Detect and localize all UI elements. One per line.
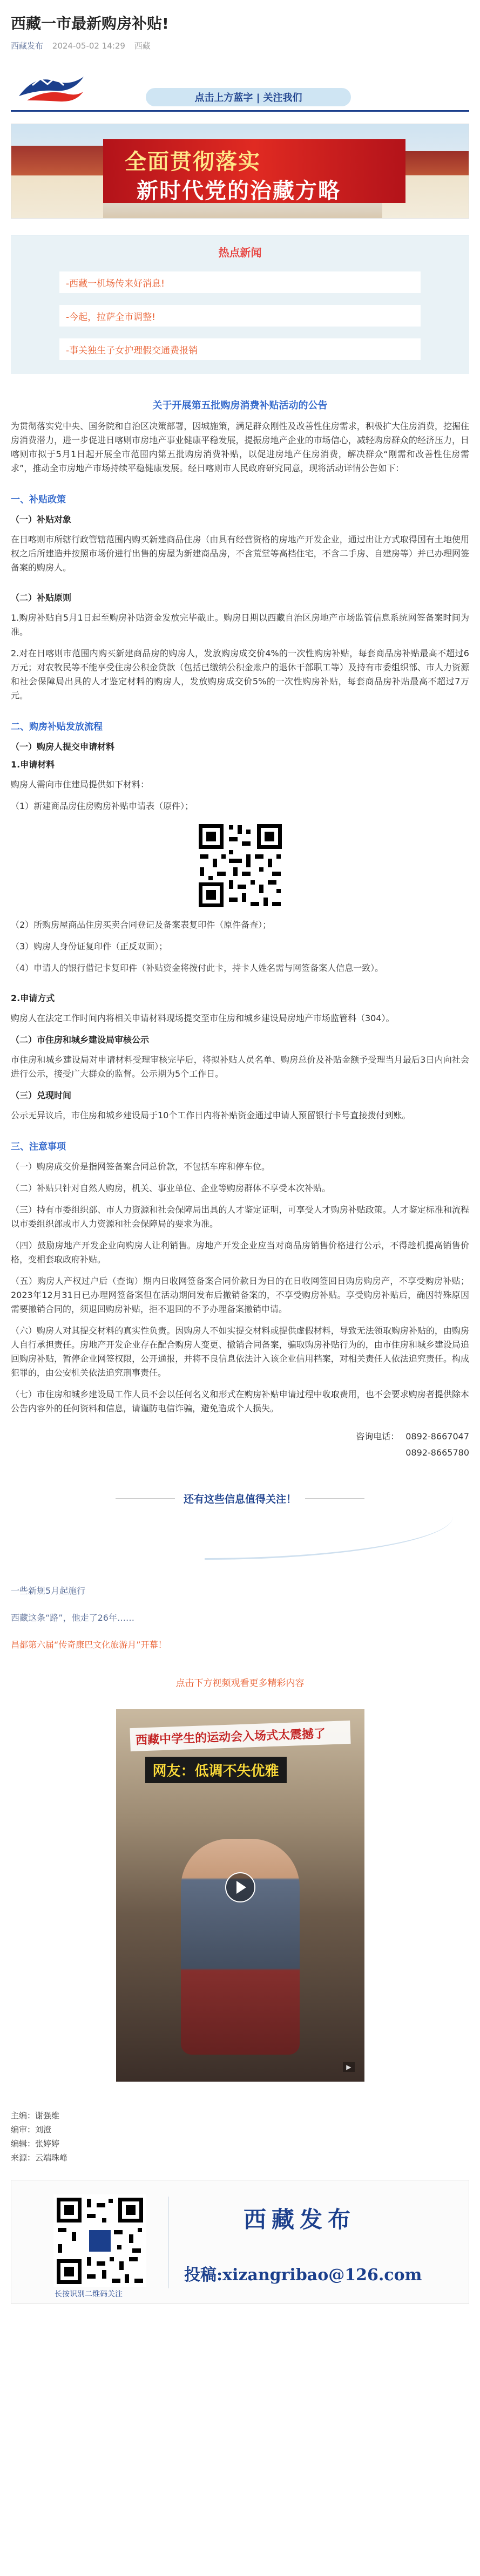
hot-news-item[interactable]: -今起，拉萨全市调整!	[59, 305, 421, 327]
paragraph: （一）购房成交价是指网签备案合同总价款，不包括车库和停车位。	[11, 1161, 271, 1172]
paragraph: 市住房和城乡建设局对申请材料受理审核完毕后，将拟补贴人员名单、购房总价及补贴金额予受理当月最后3日内向社会进行公示，接受广大群众的监督。公示期为5个工作日。	[11, 1055, 469, 1079]
divider-line	[116, 1498, 175, 1499]
share-prompt: 还有这些信息值得关注！	[183, 1493, 296, 1505]
article-title: 西藏一市最新购房补贴!	[11, 15, 169, 32]
xizang-logo-icon	[11, 66, 92, 110]
notice-title: 关于开展第五批购房消费补贴活动的公告	[152, 400, 328, 411]
subsection-heading: 1.申请材料	[11, 759, 55, 770]
qr-tip: 长按识别二维码关注	[55, 2290, 123, 2299]
play-icon[interactable]	[225, 1872, 255, 1902]
section-heading: 三、注意事项	[11, 1141, 66, 1152]
hot-news-title: 热点新闻	[218, 246, 262, 259]
application-form-qr-code[interactable]	[195, 821, 285, 910]
share-divider	[11, 1491, 469, 1506]
publish-date: 2024-05-02 14:29	[52, 41, 125, 51]
hot-news-item[interactable]: -西藏一机场传来好消息!	[59, 271, 421, 293]
submission-email: 投稿:xizangribao@126.com	[184, 2266, 422, 2285]
section-heading: 二、购房补贴发放流程	[11, 722, 103, 732]
paragraph: （4）申请人的银行借记卡复印件（补贴资金将拨付此卡，持卡人姓名需与网签备案人信息一致）。	[11, 963, 384, 973]
paragraph: 在日喀则市所辖行政管辖范围内购买新建商品住房（由具有经营资格的房地产开发企业，通过出让方式取得国有土地使用权之后所建造并按照市场价进行出售的房屋为新建商品房，不含荒堂等高档住宅，不含二手房、自建房等）并已办理网签备案的购房人。	[11, 534, 469, 573]
related-link[interactable]: 昌都第六届“传奇康巴文化旅游月”开幕！	[11, 1640, 167, 1650]
publish-location: 西藏	[134, 41, 151, 51]
video-player[interactable]	[116, 1709, 364, 2082]
footer-card	[11, 2180, 469, 2304]
phone-number[interactable]: 0892-8667047	[405, 1431, 469, 1442]
paragraph: 购房人在法定工作时间内将相关申请材料现场提交至市住房和城乡建设局房地产市场监管科（304）。	[11, 1013, 395, 1023]
notice-intro: 为贯彻落实党中央、国务院和自治区决策部署，因城施策，满足群众刚性及改善性住房需求，积极扩大住房消费，挖掘住房消费潜力，进一步促进日喀则市房地产事业健康平稳发展，提振房地产企业的市场信心，减轻购房群众的经济压力，日喀则市拟于5月1日起开展全市范围内第五批购房消费补贴，以促进房地产住房消费，解决群众“刚需和改善性住房需求”，推动全市房地产市场持续平稳健康发展。经日喀则市人民政府研究同意，现将活动详情公告如下：	[11, 421, 469, 473]
related-link[interactable]: 一些新规5月起施行	[11, 1586, 86, 1596]
related-link[interactable]: 西藏这条“路”，他走了26年……	[11, 1613, 134, 1623]
video-tip: 点击下方视频观看更多精彩内容	[175, 1678, 305, 1689]
subsection-heading: 2.申请方式	[11, 993, 55, 1003]
paragraph: （六）购房人对其提交材料的真实性负责。因购房人不如实提交材料或提供虚假材料，导致无法领取购房补贴的，由购房人自行承担责任。房地产开发企业存在配合购房人变更、撤销合同备案，骗取购房补贴行为的，由市住房和城乡建设局追回购房补贴，暂停企业网签权限，公开通报，并将不良信息依法计入该企业信用档案，对相关责任人依法追究责任。构成犯罪的，由公安机关依法追究刑事责任。	[11, 1326, 469, 1378]
paragraph: 2.对在日喀则市范围内购买新建商品房的购房人，发放购房成交价4%的一次性购房补贴，每套商品房补贴最高不超过6万元；对农牧民等不能享受住房公积金贷款（包括已缴纳公积金账户的退休干部职工等）及持有市委组织部、市人力资源和社会保障局出具的人才鉴定材料的购房人，发放购房成交价5%的一次性购房补贴，每套商品房补贴最高不超过7万元。	[11, 648, 469, 701]
credit-line: 编辑：张婷婷	[11, 2139, 60, 2149]
phone-number[interactable]: 0892-8665780	[405, 1447, 469, 1458]
subsection-heading: （三）兑现时间	[11, 1090, 72, 1100]
bottom-spacer	[11, 2304, 469, 2342]
video-thumbnail-figure	[181, 1839, 300, 2055]
paragraph: （三）持有市委组织部、市人力资源和社会保障局出具的人才鉴定证明，可享受人才购房补贴政策。人才鉴定标准和流程以市委组织部或市人力资源和社会保障局的要求为准。	[11, 1205, 469, 1229]
related-links	[11, 1585, 469, 1651]
section-heading: 一、补贴政策	[11, 494, 66, 505]
follow-qr-code[interactable]	[53, 2194, 146, 2287]
paragraph: （1）新建商品房住房购房补贴申请表（原件）；	[11, 801, 194, 811]
potala-palace-image	[11, 146, 103, 219]
paragraph: （二）补贴只针对自然人购房，机关、事业单位、企业等购房群体不享受本次补贴。	[11, 1183, 331, 1193]
subsection-heading: （一）补贴对象	[11, 514, 72, 525]
video-caption-title: 西藏中学生的运动会入场式太震撼了	[130, 1721, 350, 1751]
paragraph: （2）所购房屋商品住房买卖合同登记及备案表复印件（原件备查）；	[11, 920, 272, 930]
paragraph: （3）购房人身份证复印件（正反双面）；	[11, 941, 168, 951]
contact-label: 咨询电话：	[356, 1431, 400, 1442]
subsection-heading: （二）市住房和城乡建设局审核公示	[11, 1035, 150, 1045]
follow-banner[interactable]	[11, 65, 469, 112]
hot-news-box	[11, 235, 469, 374]
hero-slogan-line1: 全面贯彻落实	[125, 149, 261, 174]
decorative-curve	[11, 1511, 469, 1571]
paragraph: （五）购房人产权过户后（查询）期内日收网签备案合同价款日为日的在日收网签回日购房购房产，不享受购房补贴；2023年12月31日已办理网签备案但在活动期间发布后撤销备案的，不享受购房补贴。享受购房补贴后，确因特殊原因需要撤销合同的，须退回购房补贴，拒不退回的不予办理备案撤销申请。	[11, 1276, 469, 1314]
hot-news-item[interactable]: -事关独生子女护理假交通费报销	[59, 338, 421, 360]
credit-line: 主编：谢强维	[11, 2111, 60, 2120]
video-watermark: ▶	[343, 2062, 354, 2072]
paragraph: （四）鼓励房地产开发企业向购房人让利销售。房地产开发企业应当对商品房销售价格进行公示，不得趁机提高销售价格，变相套取政府补贴。	[11, 1240, 469, 1265]
footer-brand: 西藏发布	[244, 2206, 356, 2233]
paragraph: 1.购房补贴自5月1日起至购房补贴资金发放完毕截止。购房日期以西藏自治区房地产市场监管信息系统网签备案时间为准。	[11, 613, 469, 637]
paragraph: 公示无异议后，市住房和城乡建设局于10个工作日内将补贴资金通过申请人预留银行卡号直接拨付到账。	[11, 1110, 411, 1120]
credit-line: 编审：刘澄	[11, 2125, 52, 2135]
paragraph: （七）市住房和城乡建设局工作人员不会以任何名义和形式在购房补贴申请过程中收取费用，也不会要求购房者提供除本公告内容外的任何资料和信息，请谨防电信诈骗，避免造成个人损失。	[11, 1389, 469, 1413]
subsection-heading: （一）购房人提交申请材料	[11, 742, 115, 752]
contact-info	[11, 1429, 469, 1461]
divider-line	[305, 1498, 364, 1499]
credits	[11, 2109, 469, 2165]
paragraph: 购房人需向市住建局提供如下材料：	[11, 779, 150, 790]
video-caption-subtitle: 网友：低调不失优雅	[145, 1757, 287, 1783]
subsection-heading: （二）补贴原则	[11, 593, 72, 603]
article-meta	[11, 40, 469, 51]
follow-prompt[interactable]: 点击上方蓝字 | 关注我们	[146, 88, 351, 106]
hero-slogan-line2: 新时代党的治藏方略	[137, 178, 341, 203]
credit-line: 来源：云端珠峰	[11, 2153, 68, 2163]
account-name-link[interactable]: 西藏发布	[11, 41, 44, 51]
hero-banner	[11, 124, 469, 219]
